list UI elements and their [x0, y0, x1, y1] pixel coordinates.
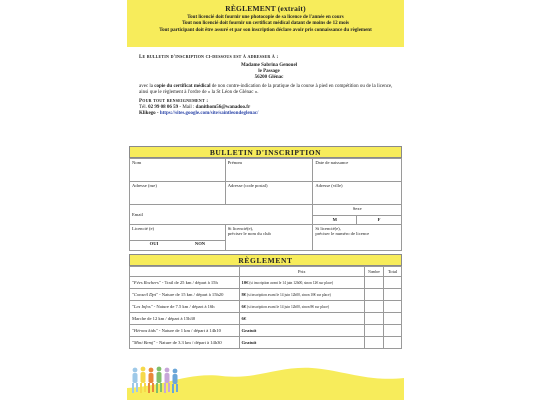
postal-address — [139, 63, 399, 81]
table-row — [130, 289, 402, 301]
race-desc: - Nature de 3.3 km / départ à 14h30 — [155, 340, 222, 345]
address-name: Madame Sabrina Genouel — [240, 63, 298, 69]
intro-text-cert: copie du certificat médical — [154, 84, 211, 90]
rules-header — [127, 0, 404, 47]
price-cell — [239, 337, 364, 349]
price-value: 10€ — [241, 280, 249, 285]
price-value: 6€ — [241, 304, 247, 309]
oui-non-cell — [130, 241, 226, 251]
price-cell — [239, 277, 364, 289]
race-name: "Fées Rochers" — [132, 280, 161, 285]
klikego-label: Klikego - — [139, 111, 160, 117]
mail-label: - Mail : — [178, 104, 196, 110]
table-row — [130, 313, 402, 325]
intro-paragraph — [139, 84, 399, 96]
race-desc: - Trail de 25 km / départ à 15h — [160, 280, 218, 285]
rules-line-3: Tout participant doit être assuré et par son inscription déclare avoir pris connaissance du règlement — [159, 27, 372, 33]
total-input[interactable] — [384, 337, 402, 349]
race-col-header — [130, 267, 240, 277]
count-input[interactable] — [365, 289, 384, 301]
license-question: Si licencié(e), — [315, 226, 341, 231]
nom-field[interactable]: Nom — [130, 159, 226, 182]
sexe-m-option[interactable]: M — [313, 216, 357, 225]
price-note: (si inscription avant le 14 juin 12h00, sinon 8€ sur place) — [246, 305, 329, 309]
table-row — [130, 277, 402, 289]
race-desc: - Nature de 15 km / départ à 15h20 — [157, 292, 224, 297]
race-cell — [130, 277, 240, 289]
count-input[interactable] — [365, 301, 384, 313]
reglement-banner: RÈGLEMENT — [129, 254, 402, 266]
total-input[interactable] — [384, 313, 402, 325]
city-field[interactable]: Adresse (ville) — [313, 182, 402, 205]
price-cell — [239, 325, 364, 337]
price-cell — [239, 289, 364, 301]
sexe-f-option[interactable]: F — [357, 216, 402, 225]
race-cell — [130, 325, 240, 337]
bulletin-banner: BULLETIN D'INSCRIPTION — [129, 146, 402, 158]
info-label: Pour tout renseignement : — [139, 98, 209, 104]
prenom-field[interactable]: Prénom — [225, 159, 313, 182]
entry-form-page — [127, 0, 404, 400]
sexe-label: Sexe — [313, 205, 402, 216]
club-field[interactable] — [225, 225, 313, 251]
price-col-header: Prix — [239, 267, 364, 277]
rules-lines — [127, 15, 404, 34]
send-to-label: Le bulletin d'inscription ci-dessous est à adresser à : — [139, 55, 279, 60]
price-value: 6€ — [241, 316, 247, 321]
race-cell — [130, 289, 240, 301]
website-link[interactable]: https://sites.google.com/site/saintleondeglenac/ — [159, 111, 259, 117]
race-cell — [130, 301, 240, 313]
race-name: "Mini Bemj" — [132, 340, 156, 345]
price-value: Gratuit — [241, 328, 257, 333]
total-col-header: Total — [384, 267, 402, 277]
rules-title: RÈGLEMENT (extrait) — [225, 4, 306, 13]
total-input[interactable] — [384, 325, 402, 337]
race-desc: Marche de 12 km / départ à 15h30 — [132, 316, 196, 321]
non-option[interactable]: NON — [194, 241, 206, 246]
club-question: Si licencié(e), — [227, 226, 254, 231]
oui-option[interactable]: OUI — [149, 241, 159, 246]
birthdate-field[interactable]: Date de naissance — [313, 159, 402, 182]
total-input[interactable] — [384, 277, 402, 289]
mail-link[interactable]: danithom56@wanadoo.fr — [195, 104, 251, 110]
payment-table — [129, 266, 402, 349]
club-question-2: préciser le nom du club — [227, 231, 271, 236]
count-input[interactable] — [365, 313, 384, 325]
rules-line-1: Tout licencié doit fournir une photocopie de sa licence de l'année en cours — [187, 15, 344, 20]
runners-illustration — [127, 358, 404, 400]
tel-label: Tél. — [139, 104, 149, 110]
klikego-line — [139, 111, 399, 117]
race-name: "Les Infos" — [132, 304, 153, 309]
address-street: le Passage — [258, 69, 280, 75]
race-name: "Hérons kids" — [132, 328, 158, 333]
bulletin-table — [129, 158, 402, 251]
count-input[interactable] — [365, 277, 384, 289]
intro-text-b: de non contre-indication de la pratique de la course à pied en compétition ou de la licence, ainsi que le règlement à l'ordre de « la St Léon de Glénac ». — [139, 84, 393, 96]
intro-block — [139, 55, 399, 117]
table-row — [130, 301, 402, 313]
race-desc: - Nature de 7.5 km / départ à 16h — [152, 304, 215, 309]
price-note: (si inscription avant le 14 juin 12h00, sinon 10€ sur place) — [246, 293, 331, 297]
license-number-field[interactable] — [313, 225, 402, 251]
license-question-2: préciser le numéro de licence — [315, 231, 370, 236]
licencie-label: Licencié (e) — [130, 225, 226, 241]
race-name: "Conseil Dpt" — [132, 292, 158, 297]
price-value: Gratuit — [241, 340, 257, 345]
intro-text-a: avec la — [139, 84, 155, 90]
race-cell — [130, 313, 240, 325]
price-note: (si inscription avant le 14 juin 12h00, sinon 12€ sur place) — [248, 281, 334, 285]
price-value: 8€ — [241, 292, 247, 297]
count-input[interactable] — [365, 337, 384, 349]
count-col-header: Nombre — [365, 267, 384, 277]
total-input[interactable] — [384, 301, 402, 313]
race-cell — [130, 337, 240, 349]
street-field[interactable]: Adresse (rue) — [130, 182, 226, 205]
postcode-field[interactable]: Adresse (code postal) — [225, 182, 313, 205]
table-row — [130, 337, 402, 349]
address-city: 56200 Glénac — [254, 75, 284, 81]
tel-value: 02 99 08 06 59 — [148, 104, 179, 110]
total-input[interactable] — [384, 289, 402, 301]
price-cell — [239, 301, 364, 313]
race-desc: - Nature de 1 km / départ à 14h10 — [157, 328, 221, 333]
rules-line-2: Tout non licencié doit fournir un certificat médical datant de moins de 12 mois — [182, 21, 349, 27]
count-input[interactable] — [365, 325, 384, 337]
table-row — [130, 325, 402, 337]
price-cell — [239, 313, 364, 325]
email-field[interactable]: Email — [130, 205, 313, 225]
